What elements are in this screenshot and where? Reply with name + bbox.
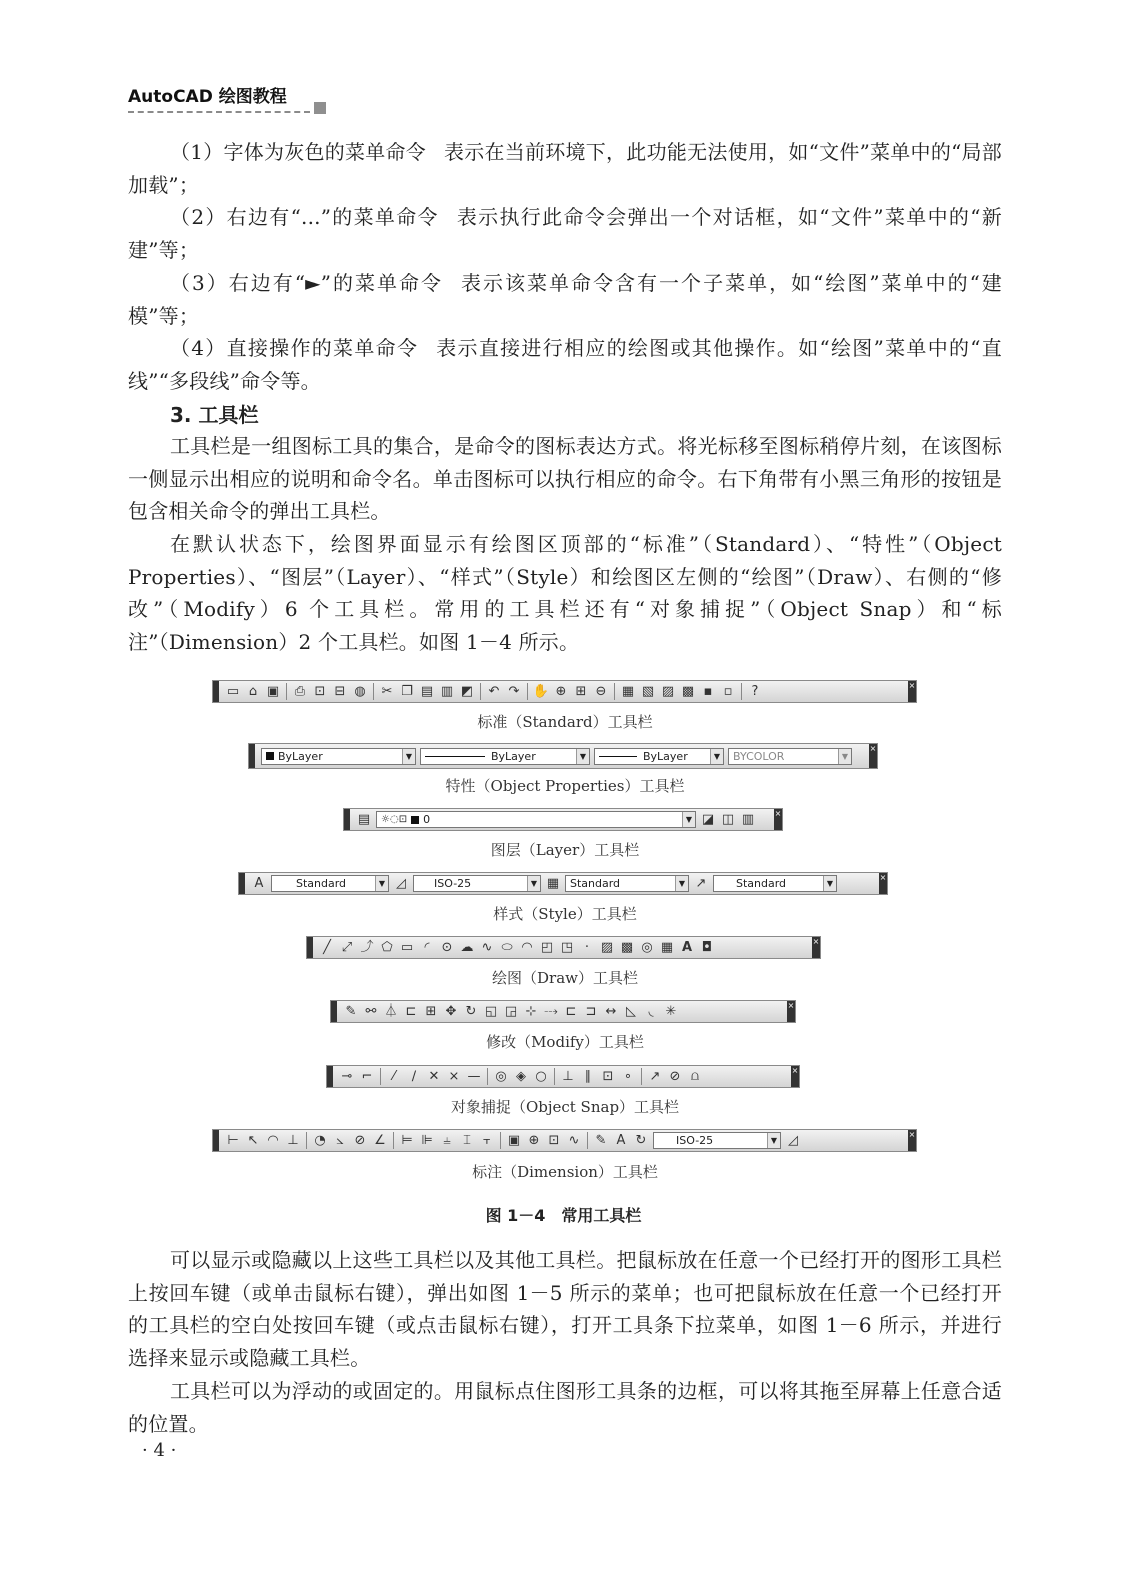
calculator-icon[interactable]: ▫ bbox=[723, 684, 733, 699]
table-icon[interactable]: ▦ bbox=[660, 940, 674, 955]
markup-icon[interactable]: ▪ bbox=[703, 684, 713, 699]
properties-toolbar bbox=[248, 743, 878, 769]
polygon-icon[interactable]: ⬠ bbox=[381, 940, 393, 955]
object-snap-toolbar bbox=[326, 1065, 800, 1088]
print-icon[interactable]: ⎙ bbox=[294, 684, 306, 699]
paragraph-floating-toolbars: 工具栏可以为浮动的或固定的。用鼠标点住图形工具条的边框，可以将其拖至屏幕上任意合适的位置。 bbox=[128, 1379, 1002, 1436]
make-block-icon[interactable]: ◳ bbox=[560, 940, 574, 955]
print-preview-icon[interactable]: ⊡ bbox=[314, 684, 326, 699]
multiline-text-icon[interactable]: A bbox=[681, 940, 693, 955]
undo-icon[interactable]: ↶ bbox=[488, 684, 500, 699]
close-icon[interactable]: × bbox=[908, 1130, 916, 1151]
mirror-icon[interactable]: ⏃ bbox=[384, 1004, 398, 1019]
center-mark-icon[interactable]: ⊕ bbox=[528, 1133, 540, 1148]
sheet-set-icon[interactable]: ▩ bbox=[681, 684, 695, 699]
page-number: · 4 · bbox=[142, 1440, 177, 1461]
region-icon[interactable]: ◎ bbox=[641, 940, 653, 955]
running-header bbox=[128, 82, 328, 107]
zoom-window-icon[interactable]: ⊞ bbox=[575, 684, 587, 699]
toolbar-grip[interactable] bbox=[239, 873, 245, 894]
circle-icon[interactable]: ⊙ bbox=[441, 940, 453, 955]
toolbar-grip[interactable] bbox=[344, 809, 350, 830]
header-square-mark bbox=[314, 102, 326, 114]
revision-cloud-icon[interactable]: ☁ bbox=[460, 940, 474, 955]
gradient-icon[interactable]: ▩ bbox=[620, 940, 634, 955]
standard-toolbar bbox=[212, 680, 917, 703]
snap-none-icon[interactable]: ⊘ bbox=[669, 1069, 681, 1084]
line-icon[interactable]: ╱ bbox=[323, 940, 331, 955]
toolbar-grip[interactable] bbox=[307, 937, 313, 958]
extend-icon[interactable]: ⤏ bbox=[544, 1004, 558, 1019]
snap-insert-icon[interactable]: ⊡ bbox=[602, 1069, 614, 1084]
snap-intersection-icon[interactable]: ✕ bbox=[428, 1069, 440, 1084]
style-toolbar-caption: 样式（Style）工具栏 bbox=[493, 905, 637, 923]
arc-icon[interactable]: ◜ bbox=[424, 940, 430, 955]
copy-icon[interactable]: ❐ bbox=[401, 684, 413, 699]
modify-toolbar-caption: 修改（Modify）工具栏 bbox=[486, 1033, 644, 1051]
design-center-icon[interactable]: ▧ bbox=[641, 684, 655, 699]
dimension-style-combo[interactable]: ISO-25 ▼ bbox=[653, 1132, 781, 1149]
join-icon[interactable]: ↔ bbox=[605, 1004, 617, 1019]
layer-toolbar bbox=[343, 808, 783, 831]
cut-icon[interactable]: ✂ bbox=[381, 684, 393, 699]
menu-note-3: （3）右边有“►”的菜单命令 表示该菜单命令含有一个子菜单，如“绘图”菜单中的“建模”等； bbox=[128, 271, 1003, 328]
ordinate-icon[interactable]: ⊥ bbox=[287, 1133, 299, 1148]
zoom-realtime-icon[interactable]: ⊕ bbox=[555, 684, 567, 699]
ellipse-icon[interactable]: ⬭ bbox=[501, 940, 513, 955]
table-style-combo[interactable]: Standard ▼ bbox=[565, 875, 689, 892]
spline-icon[interactable]: ∿ bbox=[481, 940, 493, 955]
dimension-edit-icon[interactable]: ✎ bbox=[595, 1133, 607, 1148]
section-heading: 3. 工具栏 bbox=[170, 403, 259, 427]
toolbar-grip[interactable] bbox=[327, 1066, 333, 1087]
hatch-icon[interactable]: ▨ bbox=[600, 940, 614, 955]
snap-extension-icon[interactable]: — bbox=[467, 1069, 481, 1084]
close-icon[interactable]: × bbox=[879, 873, 887, 894]
text-style-combo[interactable]: Standard ▼ bbox=[271, 875, 389, 892]
aligned-dimension-icon[interactable]: ↖ bbox=[247, 1133, 259, 1148]
toolbar-grip[interactable] bbox=[249, 744, 255, 768]
dimension-style-icon[interactable]: ◿ bbox=[788, 1133, 798, 1148]
draw-toolbar-caption: 绘图（Draw）工具栏 bbox=[492, 969, 638, 987]
quick-dimension-icon[interactable]: ⊨ bbox=[401, 1133, 413, 1148]
multileader-style-icon[interactable]: ↗ bbox=[695, 876, 707, 891]
inspection-icon[interactable]: ⊡ bbox=[548, 1133, 560, 1148]
array-icon[interactable]: ⊞ bbox=[425, 1004, 437, 1019]
trim-icon[interactable]: ⊹ bbox=[525, 1004, 537, 1019]
dimension-toolbar-caption: 标注（Dimension）工具栏 bbox=[472, 1163, 658, 1181]
angular-icon[interactable]: ∠ bbox=[374, 1133, 386, 1148]
continue-icon[interactable]: ⫨ bbox=[443, 1133, 451, 1148]
save-icon[interactable]: ▣ bbox=[266, 684, 280, 699]
jogged-icon[interactable]: ⦣ bbox=[336, 1133, 344, 1148]
tool-palettes-icon[interactable]: ▨ bbox=[661, 684, 675, 699]
temp-track-point-icon[interactable]: ⊸ bbox=[341, 1069, 353, 1084]
figure-common-toolbars bbox=[210, 675, 920, 1190]
dimension-space-icon[interactable]: ⌶ bbox=[463, 1133, 471, 1148]
style-toolbar bbox=[238, 872, 888, 895]
snap-nearest-icon[interactable]: ↗ bbox=[649, 1069, 661, 1084]
close-icon[interactable]: × bbox=[791, 1066, 799, 1087]
paragraph-default-toolbars: 在默认状态下，绘图界面显示有绘图区顶部的“标准”（Standard）、“特性”（Object Properties）、“图层”（Layer）、“样式”（Style）和绘图区左侧的“绘图”（Draw）、右侧的“修改”（Modify）6 个工具栏。常用的工具栏还有“对象捕捉”（Object Snap）和“标注”（Dimension）2 个工具栏。如图 1－4 所示。 bbox=[128, 532, 1002, 655]
stretch-icon[interactable]: ◲ bbox=[504, 1004, 518, 1019]
close-icon[interactable]: × bbox=[787, 1001, 795, 1022]
dimension-update-icon[interactable]: ↻ bbox=[635, 1133, 647, 1148]
snap-node-icon[interactable]: ∘ bbox=[623, 1069, 633, 1084]
table-style-icon[interactable]: ▦ bbox=[546, 876, 560, 891]
close-icon[interactable]: × bbox=[908, 681, 916, 702]
break-at-point-icon[interactable]: ⊏ bbox=[565, 1004, 577, 1019]
properties-toolbar-caption: 特性（Object Properties）工具栏 bbox=[445, 777, 685, 795]
osnap-settings-icon[interactable]: ⩍ bbox=[690, 1069, 700, 1084]
text-style-icon[interactable]: A bbox=[254, 876, 264, 891]
header-dashed-rule bbox=[128, 111, 310, 113]
snap-endpoint-icon[interactable]: ⁄ bbox=[392, 1069, 396, 1084]
help-icon[interactable]: ? bbox=[751, 684, 759, 699]
paragraph-show-hide-toolbars: 可以显示或隐藏以上这些工具栏以及其他工具栏。把鼠标放在任意一个已经打开的图形工具栏上按回车键（或单击鼠标右键），弹出如图 1－5 所示的菜单；也可把鼠标放在任意一个已经打开的工具栏的空白处按回车键（或点击鼠标右键），打开工具条下拉菜单，如图 1－6 所示，并进行选择来显示或隐藏工具栏。 bbox=[128, 1248, 1002, 1371]
layer-previous-icon[interactable]: ◫ bbox=[721, 812, 735, 827]
redo-icon[interactable]: ↷ bbox=[508, 684, 520, 699]
erase-icon[interactable]: ✎ bbox=[345, 1004, 357, 1019]
close-icon[interactable]: × bbox=[774, 809, 782, 830]
lineweight-combo[interactable]: ByLayer ▼ bbox=[594, 748, 724, 765]
rotate-icon[interactable]: ↻ bbox=[465, 1004, 477, 1019]
linear-dimension-icon[interactable]: ⊢ bbox=[227, 1133, 239, 1148]
book-title: AutoCAD 绘图教程 bbox=[128, 87, 287, 107]
new-file-icon[interactable]: ▭ bbox=[226, 684, 240, 699]
snap-midpoint-icon[interactable]: ∕ bbox=[411, 1069, 417, 1084]
rectangle-icon[interactable]: ▭ bbox=[400, 940, 414, 955]
dimension-style-combo[interactable]: ISO-25 ▼ bbox=[413, 875, 541, 892]
modify-toolbar bbox=[330, 1000, 796, 1023]
object-snap-toolbar-caption: 对象捕捉（Object Snap）工具栏 bbox=[450, 1098, 680, 1116]
offset-icon[interactable]: ⊏ bbox=[405, 1004, 417, 1019]
toolbar-grip[interactable] bbox=[213, 1130, 219, 1151]
scale-icon[interactable]: ◱ bbox=[484, 1004, 498, 1019]
menu-note-4: （4）直接操作的菜单命令 表示直接进行相应的绘图或其他操作。如“绘图”菜单中的“直线”“多段线”命令等。 bbox=[128, 336, 1002, 393]
multileader-style-combo[interactable]: Standard ▼ bbox=[713, 875, 837, 892]
match-properties-icon[interactable]: ▥ bbox=[440, 684, 454, 699]
fillet-icon[interactable]: ◟ bbox=[648, 1004, 654, 1019]
snap-center-icon[interactable]: ◎ bbox=[495, 1069, 507, 1084]
dimension-text-edit-icon[interactable]: A bbox=[616, 1133, 626, 1148]
snap-perpendicular-icon[interactable]: ⊥ bbox=[562, 1069, 574, 1084]
menu-note-1: （1）字体为灰色的菜单命令 表示在当前环境下，此功能无法使用，如“文件”菜单中的“局部加载”； bbox=[128, 140, 1002, 197]
break-icon[interactable]: ⊐ bbox=[585, 1004, 597, 1019]
flyout-icon[interactable]: ◘ bbox=[701, 940, 713, 955]
insert-block-icon[interactable]: ◰ bbox=[540, 940, 554, 955]
toolbar-grip[interactable] bbox=[213, 681, 219, 702]
layer-toolbar-caption: 图层（Layer）工具栏 bbox=[490, 841, 640, 859]
polyline-icon[interactable]: ⤴ bbox=[360, 940, 374, 955]
paragraph-toolbar-intro: 工具栏是一组图标工具的集合，是命令的图标表达方式。将光标移至图标稍停片刻，在该图标一侧显示出相应的说明和命令名。单击图标可以执行相应的命令。右下角带有小黑三角形的按钮是包含相关命令的弹出工具栏。 bbox=[128, 434, 1002, 524]
toolbar-grip[interactable] bbox=[331, 1001, 337, 1022]
radius-icon[interactable]: ◔ bbox=[314, 1133, 326, 1148]
arc-length-icon[interactable]: ◠ bbox=[267, 1133, 279, 1148]
close-icon[interactable]: × bbox=[869, 744, 877, 768]
diameter-icon[interactable]: ⊘ bbox=[354, 1133, 366, 1148]
ellipse-arc-icon[interactable]: ◠ bbox=[521, 940, 533, 955]
move-icon[interactable]: ✥ bbox=[445, 1004, 457, 1019]
menu-note-2: （2）右边有“...”的菜单命令 表示执行此命令会弹出一个对话框，如“文件”菜单中的“新建”等； bbox=[128, 205, 1002, 262]
open-file-icon[interactable]: ⌂ bbox=[248, 684, 258, 699]
draw-toolbar bbox=[306, 936, 821, 959]
dimension-break-icon[interactable]: ⫟ bbox=[483, 1133, 491, 1148]
publish-icon[interactable]: ⊟ bbox=[334, 684, 346, 699]
make-current-layer-icon[interactable]: ◪ bbox=[701, 812, 715, 827]
figure-caption: 图 1－4 常用工具栏 bbox=[485, 1206, 642, 1225]
properties-icon[interactable]: ▦ bbox=[621, 684, 635, 699]
block-editor-icon[interactable]: ◩ bbox=[460, 684, 474, 699]
linetype-combo[interactable]: ByLayer ▼ bbox=[420, 748, 590, 765]
snap-apparent-intersection-icon[interactable]: ⨯ bbox=[448, 1069, 460, 1084]
paste-icon[interactable]: ▤ bbox=[420, 684, 434, 699]
construction-line-icon[interactable]: ⤢ bbox=[341, 940, 353, 955]
point-icon[interactable]: · bbox=[584, 940, 590, 955]
jogged-linear-icon[interactable]: ∿ bbox=[568, 1133, 580, 1148]
zoom-previous-icon[interactable]: ⊖ bbox=[595, 684, 607, 699]
snap-from-icon[interactable]: ⌐ bbox=[361, 1069, 373, 1084]
layer-states-icon[interactable]: ▥ bbox=[741, 812, 755, 827]
explode-icon[interactable]: ✳ bbox=[665, 1004, 677, 1019]
baseline-icon[interactable]: ⊫ bbox=[421, 1133, 433, 1148]
snap-quadrant-icon[interactable]: ◈ bbox=[516, 1069, 526, 1084]
color-combo[interactable]: ByLayer ▼ bbox=[261, 748, 416, 765]
dimension-style-icon[interactable]: ◿ bbox=[396, 876, 406, 891]
copy-object-icon[interactable]: ⚯ bbox=[365, 1004, 377, 1019]
snap-parallel-icon[interactable]: ∥ bbox=[584, 1069, 592, 1084]
layer-manager-icon[interactable]: ▤ bbox=[357, 812, 371, 827]
3d-dwf-icon[interactable]: ◍ bbox=[354, 684, 366, 699]
tolerance-icon[interactable]: ▣ bbox=[507, 1133, 521, 1148]
pan-icon[interactable]: ✋ bbox=[532, 684, 550, 699]
layer-combo[interactable]: ☼◌⊡ 0 ▼ bbox=[376, 811, 696, 828]
standard-toolbar-caption: 标准（Standard）工具栏 bbox=[477, 713, 653, 731]
dimension-toolbar bbox=[212, 1129, 917, 1152]
chamfer-icon[interactable]: ◺ bbox=[626, 1004, 636, 1019]
close-icon[interactable]: × bbox=[812, 937, 820, 958]
plotstyle-combo[interactable]: BYCOLOR ▼ bbox=[728, 748, 852, 765]
snap-tangent-icon[interactable]: ○ bbox=[535, 1069, 547, 1084]
